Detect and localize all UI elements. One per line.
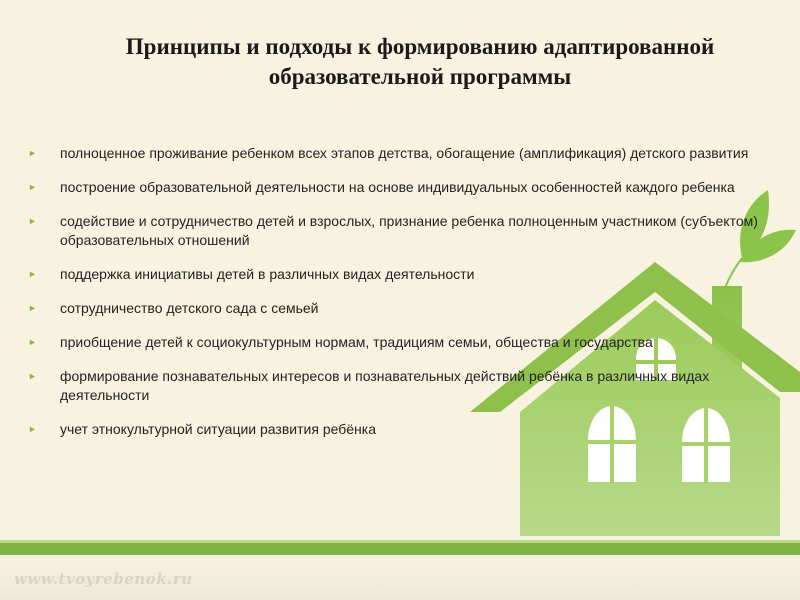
triangle-right-icon: ►: [28, 148, 37, 158]
triangle-right-icon: ►: [28, 182, 37, 192]
triangle-right-icon: ►: [28, 216, 37, 226]
list-item: [28, 299, 763, 318]
list-item: [28, 265, 763, 284]
triangle-right-icon: ►: [28, 424, 37, 434]
page-title: [60, 32, 780, 92]
triangle-right-icon: ►: [28, 303, 37, 313]
footer-divider: [0, 543, 800, 555]
list-item: [28, 367, 763, 405]
triangle-right-icon: ►: [28, 337, 37, 347]
list-item: [28, 144, 763, 163]
title-line-1: Принципы и подходы к формированию адаптированной: [125, 34, 715, 59]
list-item: [28, 333, 763, 352]
list-item: [28, 420, 763, 439]
list-item-text: учет этнокультурной ситуации развития ребёнка: [60, 421, 376, 437]
list-item: [28, 212, 763, 250]
list-item-text: содействие и сотрудничество детей и взрослых, признание ребенка полноценным участником (субъектом) образовательных отношений: [60, 213, 758, 248]
triangle-right-icon: ►: [28, 371, 37, 381]
list-item-text: построение образовательной деятельности на основе индивидуальных особенностей каждого ребенка: [60, 179, 735, 195]
list-item-text: сотрудничество детского сада с семьей: [60, 300, 319, 316]
list-item-text: приобщение детей к социокультурным нормам, традициям семьи, общества и государства: [60, 334, 653, 350]
list-item-text: формирование познавательных интересов и познавательных действий ребёнка в различных видах деятельности: [60, 368, 710, 403]
title-line-2: образовательной программы: [268, 64, 572, 89]
site-watermark: www.tvoyrebenok.ru: [14, 570, 193, 588]
triangle-right-icon: ►: [28, 269, 37, 279]
list-item-text: поддержка инициативы детей в различных видах деятельности: [60, 266, 475, 282]
list-item: [28, 178, 763, 197]
list-item-text: полноценное проживание ребенком всех этапов детства, обогащение (амплификация) детского развития: [60, 145, 749, 161]
principles-list: [28, 144, 763, 454]
